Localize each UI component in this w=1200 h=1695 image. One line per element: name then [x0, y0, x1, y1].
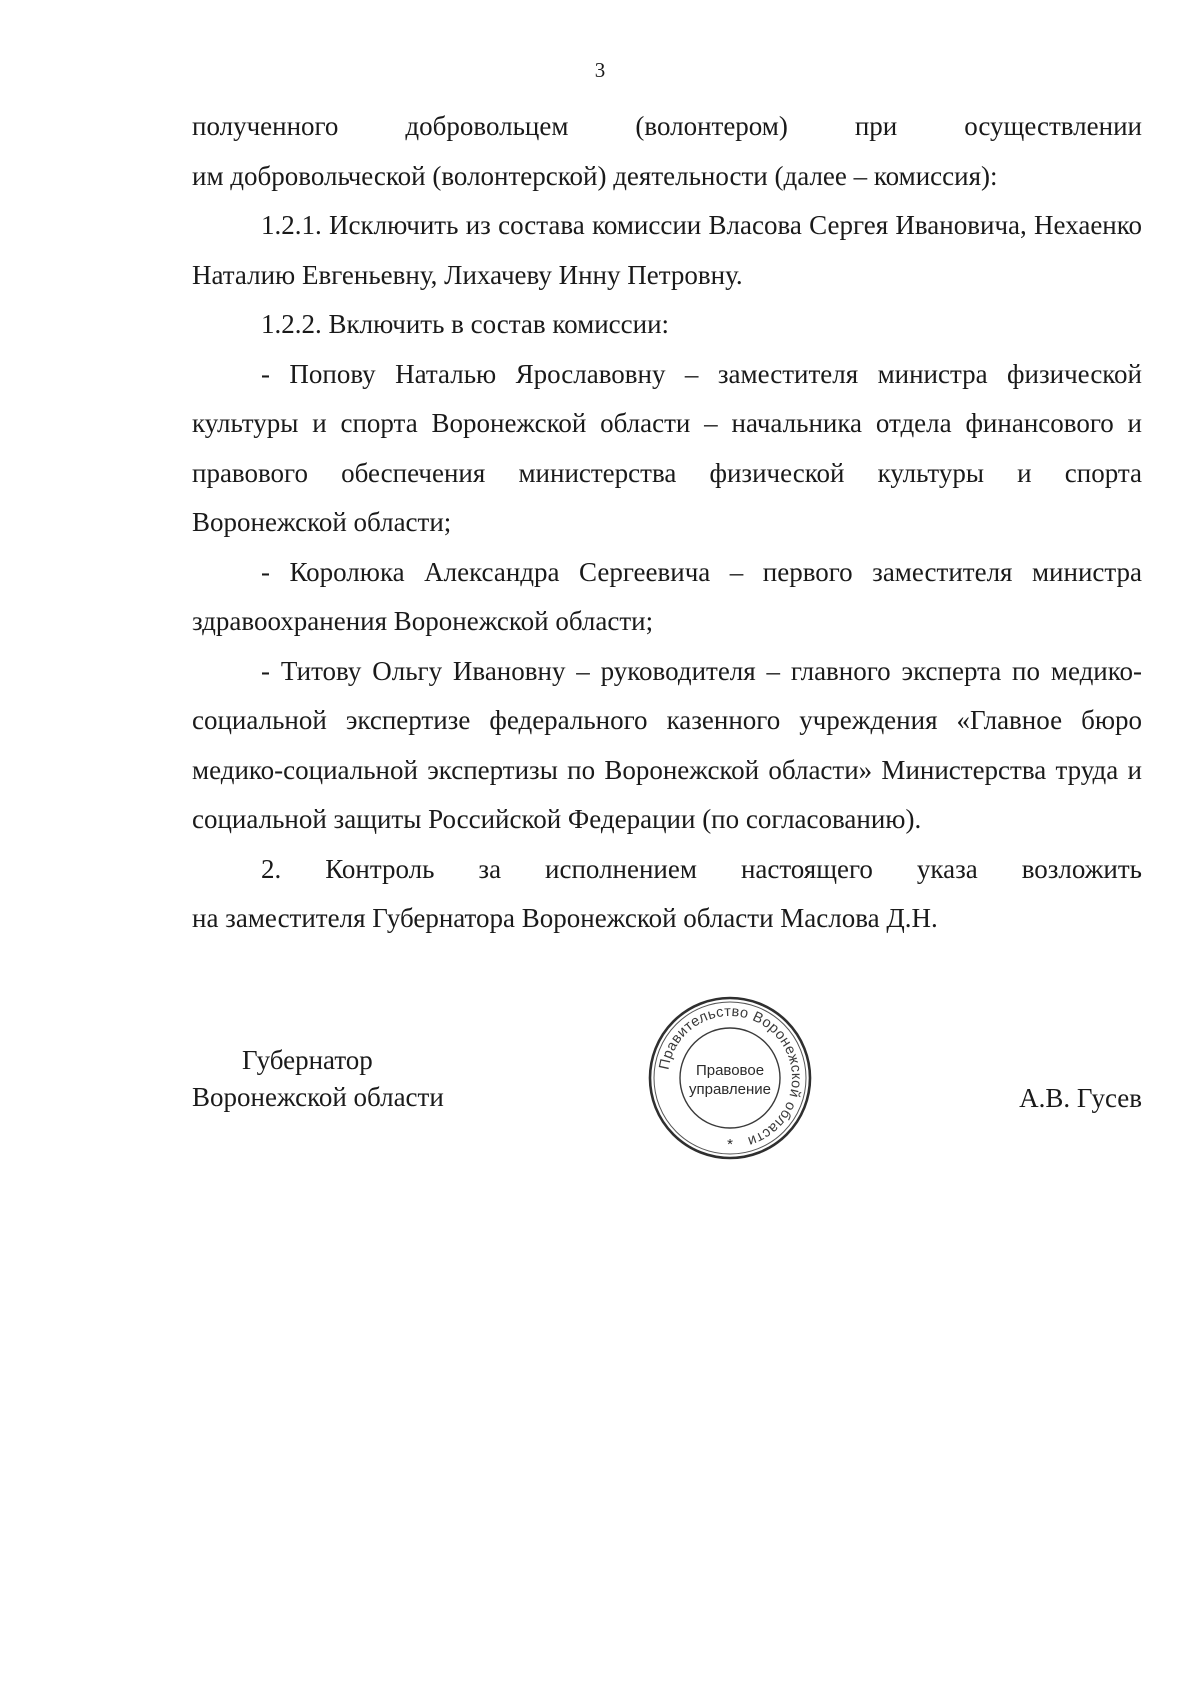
member-korolyuk: - Королюка Александра Сергеевича – первого заместителя министра здравоохранения Воронежской области;: [192, 556, 1142, 636]
page-number: 3: [594, 58, 606, 82]
seal-outer-text: Правительство Воронежской области: [656, 1003, 805, 1150]
word: возложить: [1021, 853, 1142, 884]
word: исполнением: [545, 853, 697, 884]
word: за: [478, 853, 502, 884]
item-2-line-2: на заместителя Губернатора Воронежской области Маслова Д.Н.: [192, 903, 938, 933]
word: полученного: [192, 111, 339, 141]
document-body: [192, 102, 1142, 944]
word: добровольцем: [405, 111, 569, 141]
word: при: [854, 111, 898, 141]
signature-block: [192, 1042, 444, 1116]
item-1-2-1: 1.2.1. Исключить из состава комиссии Власова Сергея Ивановича, Нехаенко Наталию Евгеньевну, Лихачеву Инну Петровну.: [192, 210, 1142, 290]
item-1-2-2: 1.2.2. Включить в состав комиссии:: [261, 309, 670, 339]
word: Контроль: [325, 853, 435, 884]
word: (волонтером): [635, 111, 788, 141]
seal-star: *: [727, 1136, 733, 1153]
item-2-line-1: [192, 845, 1142, 895]
word: 2.: [261, 853, 282, 884]
word: указа: [916, 853, 978, 884]
seal-graphic: [645, 993, 815, 1163]
signer-title-line-1: Губернатор: [242, 1045, 373, 1075]
signer-title-line-2: Воронежской области: [192, 1082, 444, 1112]
member-titova: - Титову Ольгу Ивановну – руководителя – главного эксперта по медико-социальной экспертизе федерального казенного учреждения «Главное бюро медико-социальной экспертизы по Воронежской области» Министерства труда и социальной защиты Российской Федерации (по согласованию).: [192, 655, 1142, 834]
word: осуществлении: [964, 111, 1142, 141]
continuation-line-2: им добровольческой (волонтерской) деятельности (далее – комиссия):: [192, 160, 998, 191]
seal-inner-line-1: Правовое: [695, 1062, 765, 1079]
signer-name: А.В. Гусев: [1019, 1083, 1142, 1113]
member-popova: - Попову Наталью Ярославовну – заместителя министра физической культуры и спорта Воронежской области – начальника отдела финансового и правового обеспечения министерства физической культуры и спорта Воронежской области;: [192, 358, 1142, 537]
continuation-line-1: [192, 102, 1142, 152]
official-seal: [645, 993, 815, 1163]
seal-inner-line-2: управление: [688, 1081, 772, 1098]
word: настоящего: [740, 853, 873, 884]
